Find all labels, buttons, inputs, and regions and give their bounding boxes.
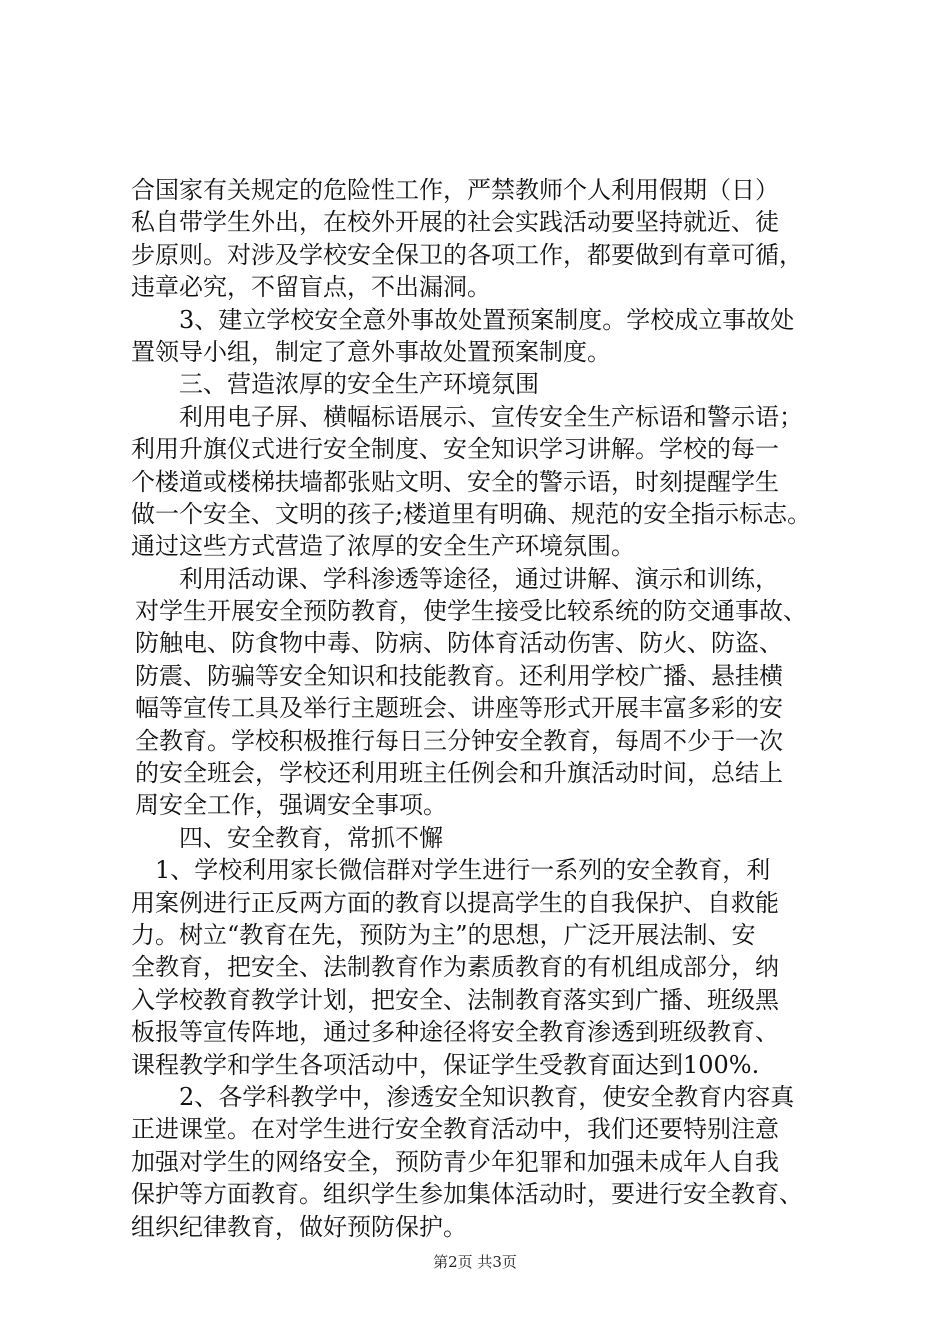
- text-line: 利用升旗仪式进行安全制度、安全知识学习讲解。学校的每一: [131, 435, 779, 464]
- text-line: 用案例进行正反两方面的教育以提高学生的自我保护、自救能: [131, 888, 779, 917]
- text-line: 课程教学和学生各项活动中，保证学生受教育面达到100%.: [131, 1050, 760, 1079]
- text-line: 通过这些方式营造了浓厚的安全生产环境氛围。: [131, 532, 635, 561]
- text-line: 防触电、防食物中毒、防病、防体育活动伤害、防火、防盗、: [135, 629, 783, 658]
- text-line: 2、各学科教学中，渗透安全知识教育，使安全教育内容真: [179, 1082, 795, 1111]
- text-line: 板报等宣传阵地，通过多种途径将安全教育渗透到班级教育、: [131, 1018, 779, 1047]
- text-line: 做一个安全、文明的孩子;楼道里有明确、规范的安全指示标志。: [131, 499, 812, 528]
- text-line: 个楼道或楼梯扶墙都张贴文明、安全的警示语，时刻提醒学生: [131, 467, 779, 496]
- text-line: 保护等方面教育。组织学生参加集体活动时，要进行安全教育、: [131, 1180, 803, 1209]
- text-line: 3、建立学校安全意外事故处置预案制度。学校成立事故处: [179, 305, 795, 334]
- text-line: 力。树立“教育在先，预防为主”的思想，广泛开展法制、安: [131, 920, 756, 949]
- text-line: 入学校教育教学计划，把安全、法制教育落实到广播、班级黑: [131, 985, 779, 1014]
- text-line: 步原则。对涉及学校安全保卫的各项工作，都要做到有章可循，: [131, 240, 803, 269]
- text-line: 1、学校利用家长微信群对学生进行一系列的安全教育，利: [155, 856, 771, 885]
- text-line: 全教育。学校积极推行每日三分钟安全教育，每周不少于一次: [135, 726, 783, 755]
- text-line: 私自带学生外出，在校外开展的社会实践活动要坚持就近、徒: [131, 208, 779, 237]
- section-heading: 三、营造浓厚的安全生产环境氛围: [179, 370, 539, 399]
- document-body: [131, 174, 843, 1243]
- text-line: 幅等宣传工具及举行主题班会、讲座等形式开展丰富多彩的安: [135, 694, 783, 723]
- text-line: 违章必究，不留盲点，不出漏洞。: [131, 273, 491, 302]
- text-line: 的安全班会，学校还利用班主任例会和升旗活动时间，总结上: [135, 759, 783, 788]
- text-line: 防震、防骗等安全知识和技能教育。还利用学校广播、悬挂横: [135, 661, 783, 690]
- text-line: 利用电子屏、横幅标语展示、宣传安全生产标语和警示语；: [179, 402, 803, 431]
- text-line: 利用活动课、学科渗透等途径，通过讲解、演示和训练，: [179, 564, 779, 593]
- text-line: 置领导小组，制定了意外事故处置预案制度。: [131, 337, 611, 366]
- text-line: 周安全工作，强调安全事项。: [135, 791, 447, 820]
- text-line: 加强对学生的网络安全，预防青少年犯罪和加强未成年人自我: [131, 1147, 779, 1176]
- text-line: 全教育，把安全、法制教育作为素质教育的有机组成部分，纳: [131, 953, 779, 982]
- text-line: 合国家有关规定的危险性工作，严禁教师个人利用假期（日）: [131, 176, 779, 204]
- text-line: 正进课堂。在对学生进行安全教育活动中，我们还要特别注意: [131, 1115, 779, 1144]
- text-line: 组织纪律教育，做好预防保护。: [131, 1212, 467, 1241]
- text-line: 对学生开展安全预防教育，使学生接受比较系统的防交通事故、: [135, 597, 807, 626]
- section-heading: 四、安全教育，常抓不懈: [179, 823, 443, 852]
- page-footer: 第2页 共3页: [433, 1253, 517, 1271]
